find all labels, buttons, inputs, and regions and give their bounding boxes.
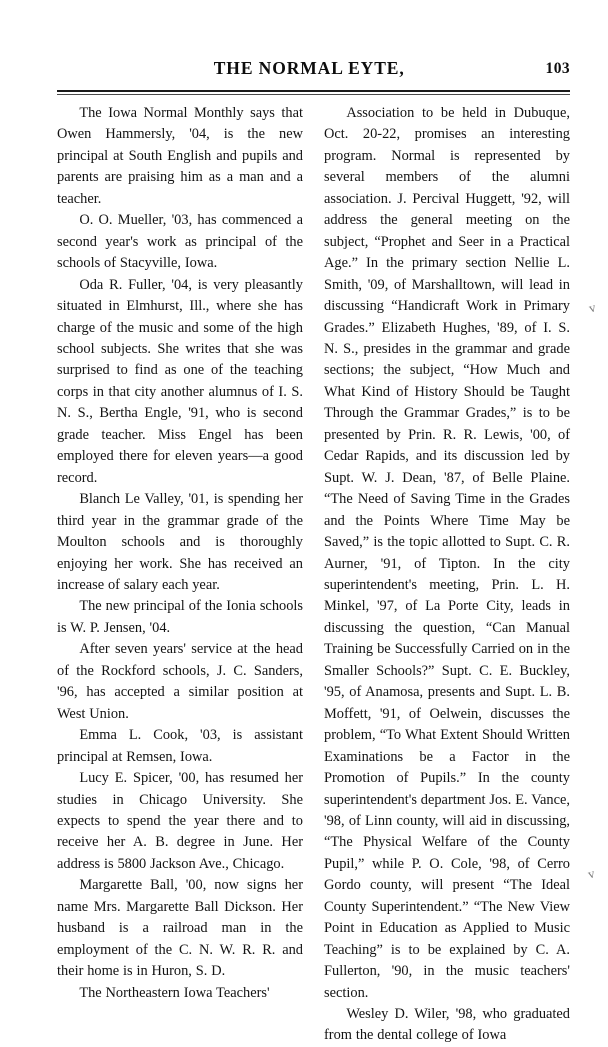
body-columns: [57, 103, 570, 1044]
article-paragraph: O. O. Mueller, '03, has commenced a second year's work as principal of the schools of Stacyville, Iowa.: [57, 212, 303, 272]
article-paragraph: Margarette Ball, '00, now signs her name Mrs. Margarette Ball Dickson. Her husband is a railroad man in the employment of the C. N. W. R. R. and their home is in Huron, S. D.: [57, 877, 303, 980]
article-paragraph: The Iowa Normal Monthly says that Owen Hammersly, '04, is the new principal at South English and pupils and parents are praising him as a man and a teacher.: [57, 105, 303, 207]
rule-thick: [57, 90, 570, 92]
page-number: 103: [545, 60, 570, 77]
article-paragraph: Lucy E. Spicer, '00, has resumed her studies in Chicago University. She expects to spend the year there and to receive her A. B. degree in June. Her address is 5800 Jackson Ave., Chicago.: [57, 770, 303, 872]
header-divider-rule: [57, 90, 570, 95]
article-paragraph: Wesley D. Wiler, '98, who graduated from the dental college of Iowa: [324, 1006, 570, 1044]
article-paragraph: Blanch Le Valley, '01, is spending her third year in the grammar grade of the Moulton schools and is thoroughly enjoying her work. She has received an increase of salary each year.: [57, 491, 303, 593]
article-paragraph: The new principal of the Ionia schools is W. P. Jensen, '04.: [57, 598, 303, 636]
article-paragraph: Oda R. Fuller, '04, is very pleasantly situated in Elmhurst, Ill., where she has charge of the music and some of the high school subjects. She writes that she was surprised to find as one of the teaching corps in that city another alumnus of I. S. N. S., Bertha Engle, '91, who is second grade teacher. Miss Engel has been employed there for eleven years—a good record.: [57, 276, 303, 486]
article-paragraph: Association to be held in Dubuque, Oct. 20-22, promises an interesting program. Normal is represented by several members of the alumni association. J. Percival Huggett, '92, will address the general meeting on the subject, “Prophet and Seer in a Practical Age.” In the primary section Nellie L. Smith, '09, of Marshalltown, will lead in discussing “Handicraft Work in Primary Grades.” Elizabeth Hughes, '89, of I. S. N. S., presides in the grammar and grade sections; the subject, “How Much and What Kind of History Should be Taught Through the Grammar Grades,” is to be presented by Prin. R. R. Lewis, '00, of Cedar Rapids, and its discussion led by Supt. W. J. Dean, '87, of Belle Plaine. “The Need of Saving Time in the Grades and the Points Where Time May be Saved,” is the topic allotted to Supt. C. R. Aurner, '91, of Tipton. In the city superintendent's meeting, Prin. L. H. Minkel, '97, of La Porte City, leads in discussing the question, “Can Manual Training be Successfully Carried on in the Smaller Schools?” Supt. C. E. Buckley, '95, of Anamosa, presents and Supt. L. B. Moffett, '91, of Oelwein, discusses the problem, “To What Extent Should Written Examinations be a Factor in the Promotion of Pupils.” In the county superintendent's department Jos. E. Vance, '98, of Linn county, will aid in discussing, “The Physical Welfare of the County Pupil,” while P. O. Cole, '98, of Cerro Gordo county, will present “The Ideal County Superintendent.” “The New View Point in Education as Applied to Music Teaching” is to be explained by C. A. Fullerton, '90, in the music teachers' section.: [324, 105, 570, 1001]
column-right: [324, 103, 570, 1044]
scan-artifact-mark-icon: v: [586, 865, 597, 882]
column-left: [57, 103, 303, 1001]
article-paragraph: The Northeastern Iowa Teachers': [79, 984, 270, 1001]
rule-thin: [57, 94, 570, 95]
article-paragraph: Emma L. Cook, '03, is assistant principal at Remsen, Iowa.: [57, 727, 303, 765]
publication-title: THE NORMAL EYTE,: [213, 58, 405, 78]
scan-artifact-mark-icon: v: [587, 299, 598, 316]
article-paragraph: After seven years' service at the head of the Rockford schools, J. C. Sanders, '96, has accepted a similar position at West Union.: [57, 641, 303, 722]
running-head: [56, 58, 570, 84]
